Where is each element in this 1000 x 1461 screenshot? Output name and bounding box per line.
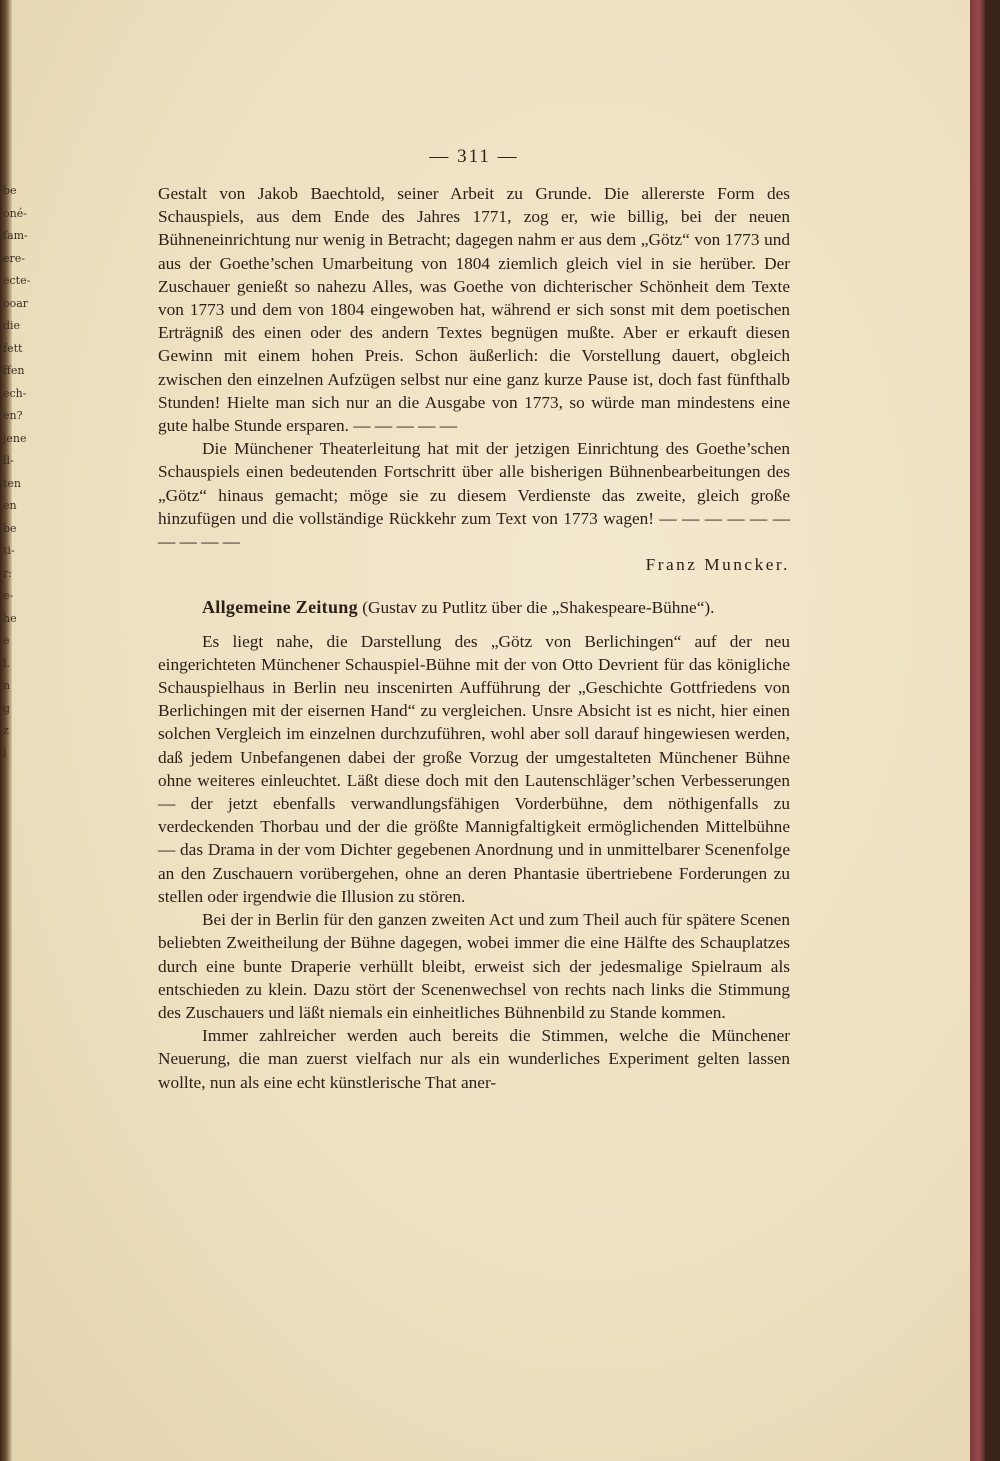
facing-page-fragment: g <box>3 701 11 715</box>
facing-page-fragment: be <box>3 184 17 197</box>
section-subtitle: (Gustav zu Putlitz über die „Shakespeare-Bühne“). <box>357 598 715 618</box>
page-content <box>158 146 790 1094</box>
paragraph-5: Immer zahlreicher werden auch bereits die Stimmen, welche die Münchener Neuerung, die man zuerst vielfach nur als ein wunderliches Experiment gelten lassen wollte, nun als eine echt künstlerische That aner- <box>158 1026 790 1092</box>
facing-page-fragment: n <box>3 679 11 692</box>
facing-page-fragment: en? <box>3 409 23 422</box>
facing-page-fragment: l. <box>3 656 11 670</box>
section-heading <box>158 596 790 619</box>
paragraph-4: Bei der in Berlin für den ganzen zweiten Act und zum Theil auch für spätere Scenen beliebten Zweitheilung der Bühne dagegen, wobei immer die eine Hälfte des Schauplatzes durch eine bunte Draperie verhüllt bleibt, erweist sich der jedesmalige Spielraum als entschieden zu klein. Dazu stört der Scenenwechsel von rechts nach links die Stimmung des Zuschauers und läßt niemals ein einheitliches Bühnenbild zu Stande kommen. <box>158 910 790 1022</box>
signature: Franz Muncker. <box>645 555 790 575</box>
page-number: — 311 — <box>429 146 519 167</box>
facing-page-fragment: e- <box>3 589 14 602</box>
facing-page-fragment: ooar <box>3 296 29 310</box>
facing-page-fragment: ll- <box>3 454 14 467</box>
paragraph-3: Es liegt nahe, die Darstellung des „Götz von Berlichingen“ auf der neu eingerichteten Münchener Schauspiel-Bühne mit der von Otto Devrient für das königliche Schauspielhaus in Berlin neu inscenirten Aufführung der „Geschichte Gottfriedens von Berlichingen mit der eisernen Hand“ zu vergleichen. Unsre Absicht ist es nicht, hier einen solchen Vergleich im einzelnen durchzuführen, wohl aber soll darauf hingewiesen werden, daß jedem Unbefangenen dabei der große Vorzug der umgestalteten Münchener Bühne ohne weiteres einleuchtet. Läßt diese doch mit den Lautenschläger’schen Verbesserungen — der jetzt ebenfalls verwandlungsfähigen Vorderbühne, dem nöthigenfalls zu verdeckenden Thorbau und der die größte Mannigfaltigkeit ermöglichenden Mittelbühne — das Drama in der vom Dichter gegebenen Anordnung und in unmittelbarer Scenenfolge an den Zuschauern vorübergehen, ohne an deren Phantasie übertriebene Forderungen zu stellen oder irgendwie die Illusion zu stören. <box>158 631 790 906</box>
facing-page-fragment: en <box>3 499 17 512</box>
facing-page-fragment: jene <box>3 431 27 445</box>
facing-page-fragment: oné- <box>3 206 27 220</box>
facing-page-fragment: ten <box>3 476 22 490</box>
facing-page-fragment: ech- <box>3 386 27 400</box>
paragraph-1: Gestalt von Jakob Baechtold, seiner Arbeit zu Grunde. Die allererste Form des Schauspiels, aus dem Ende des Jahres 1771, zog er, wie billig, bei der neuen Bühneneinrichtung nur wenig in Betracht; dagegen nahm er aus dem „Götz“ von 1773 und aus der Goethe’schen Umarbeitung von 1804 ziemlich gleich viel in sie herüber. Der Zuschauer genießt so nahezu Alles, was Goethe von dichterischer Schönheit dem Texte von 1773 und dem von 1804 eingewoben hat, während er sich sonst mit dem poetischen Erträgniß des einen oder des andern Textes begnügen mußte. Aber er erkauft diesen Gewinn mit einem hohen Preis. Schon äußerlich: die Vorstellung dauert, obgleich zwischen den einzelnen Aufzügen selbst nur eine ganz kurze Pause ist, doch fast fünfthalb Stunden! Hielte man sich nur an die Ausgabe von 1773, so würde man mindestens eine gute halbe Stunde ersparen. — — — — — <box>158 184 790 436</box>
facing-page-fragment: fam- <box>3 229 28 242</box>
facing-page-fragment: e <box>3 634 10 647</box>
book-binding <box>970 0 985 1461</box>
facing-page-fragment: ere- <box>3 251 25 265</box>
facing-page-fragment: ti- <box>3 544 15 557</box>
section-title: Allgemeine Zeitung <box>202 597 358 618</box>
facing-page-fragment: die <box>3 319 21 332</box>
facing-page-fragment: ffen <box>3 364 25 377</box>
facing-page-fragment: fett <box>3 341 23 355</box>
facing-page-fragments <box>3 180 31 765</box>
facing-page-fragment: be <box>3 521 17 535</box>
facing-page-fragment: he <box>3 611 17 625</box>
facing-page-fragment: l <box>3 746 7 760</box>
facing-page-fragment: ecte- <box>3 274 31 287</box>
paragraph-2: Die Münchener Theaterleitung hat mit der jetzigen Einrichtung des Goethe’schen Schauspiels einen bedeutenden Fortschritt über alle bisherigen Bühnenbearbeitungen des „Götz“ hinaus gemacht; möge sie zu diesem Verdienste das zweite, gleich große hinzufügen und die vollständige Rückkehr zum Text von 1773 wagen! — — — — — — — — — — <box>158 439 790 552</box>
facing-page-fragment: r: <box>3 566 12 580</box>
facing-page-fragment: z <box>3 724 9 737</box>
